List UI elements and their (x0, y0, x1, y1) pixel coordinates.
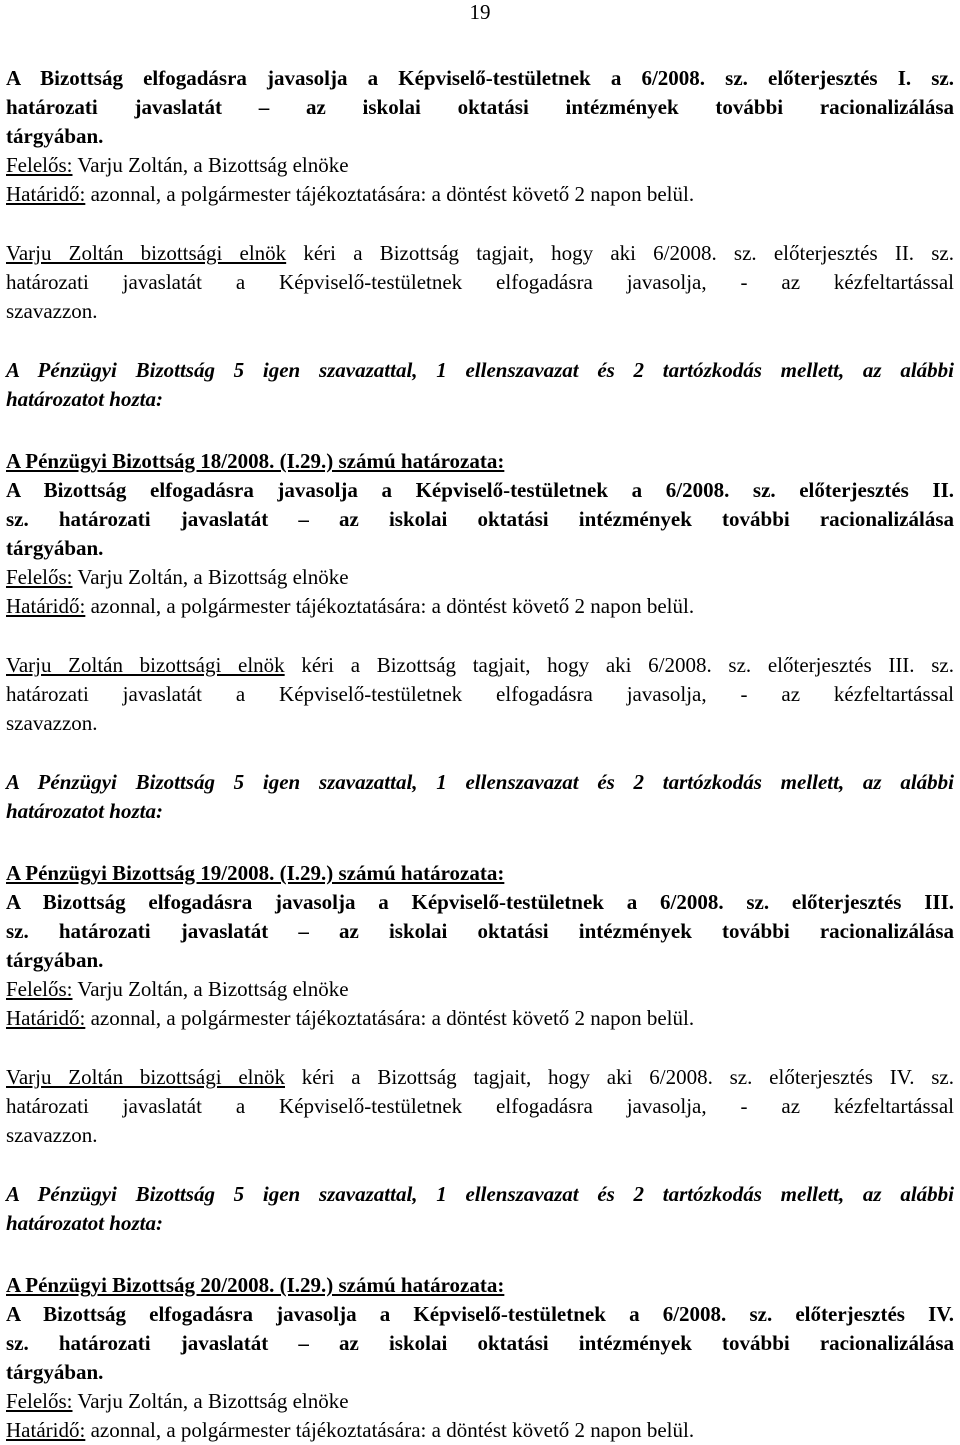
request-line (6, 1063, 954, 1092)
recommendation-line: határozati javaslatát – az iskolai oktatási intézmények további racionalizálása (6, 95, 954, 119)
responsible-line (6, 151, 954, 180)
request-text: kéri a Bizottság tagjait, hogy aki 6/2008. sz. előterjesztés IV. sz. (285, 1065, 954, 1089)
request-line: szavazzon. (6, 1123, 98, 1147)
resolution-title (6, 1271, 954, 1300)
responsible-value: Varju Zoltán, a Bizottság elnöke (72, 1389, 349, 1413)
request-text: kéri a Bizottság tagjait, hogy aki 6/2008. sz. előterjesztés III. sz. (284, 653, 954, 677)
request-line (6, 651, 954, 680)
recommendation-line: sz. határozati javaslatát – az iskolai oktatási intézmények további racionalizálása (6, 507, 954, 531)
responsible-label: Felelős: (6, 565, 73, 589)
resolution-title-text: A Pénzügyi Bizottság 19/2008. (I.29.) számú határozata: (6, 861, 505, 885)
vote-line: határozatot hozta: (6, 1211, 163, 1235)
speaker-name: Varju Zoltán bizottsági elnök (6, 653, 285, 677)
request-line (6, 239, 954, 268)
deadline-label: Határidő: (6, 1418, 86, 1442)
vote-request (6, 1063, 954, 1150)
vote-line: A Pénzügyi Bizottság 5 igen szavazattal, 1 ellenszavazat és 2 tartózkodás mellett, az alábbi (6, 770, 954, 794)
recommendation-line: A Bizottság elfogadásra javasolja a Képviselő-testületnek a 6/2008. sz. előterjesztés III. (6, 890, 954, 914)
vote-line: határozatot hozta: (6, 387, 163, 411)
resolution-title-text: A Pénzügyi Bizottság 20/2008. (I.29.) számú határozata: (6, 1273, 505, 1297)
document-page (6, 0, 954, 1445)
recommendation-line: tárgyában. (6, 1360, 104, 1384)
request-text: kéri a Bizottság tagjait, hogy aki 6/2008. sz. előterjesztés II. sz. (286, 241, 954, 265)
recommendation-line: tárgyában. (6, 948, 104, 972)
deadline-line (6, 180, 954, 209)
deadline-value: azonnal, a polgármester tájékoztatására: a döntést követő 2 napon belül. (85, 594, 695, 618)
responsible-label: Felelős: (6, 1389, 73, 1413)
responsible-label: Felelős: (6, 153, 73, 177)
request-line: szavazzon. (6, 711, 98, 735)
responsible-value: Varju Zoltán, a Bizottság elnöke (72, 153, 349, 177)
vote-line: A Pénzügyi Bizottság 5 igen szavazattal, 1 ellenszavazat és 2 tartózkodás mellett, az alábbi (6, 358, 954, 382)
speaker-name: Varju Zoltán bizottsági elnök (6, 1065, 285, 1089)
recommendation-line: sz. határozati javaslatát – az iskolai oktatási intézmények további racionalizálása (6, 1331, 954, 1355)
resolution-text (6, 447, 954, 621)
responsible-line (6, 975, 954, 1004)
request-line: határozati javaslatát a Képviselő-testületnek elfogadásra javasolja, - az kézfeltartással (6, 1094, 954, 1118)
vote-line: A Pénzügyi Bizottság 5 igen szavazattal, 1 ellenszavazat és 2 tartózkodás mellett, az alábbi (6, 1182, 954, 1206)
recommendation-line: A Bizottság elfogadásra javasolja a Képviselő-testületnek a 6/2008. sz. előterjesztés II. (6, 478, 954, 502)
resolution-text (6, 64, 954, 209)
deadline-line (6, 1004, 954, 1033)
deadline-line (6, 1416, 954, 1445)
deadline-value: azonnal, a polgármester tájékoztatására: a döntést követő 2 napon belül. (85, 1006, 695, 1030)
responsible-value: Varju Zoltán, a Bizottság elnöke (72, 977, 349, 1001)
recommendation-line: sz. határozati javaslatát – az iskolai oktatási intézmények további racionalizálása (6, 919, 954, 943)
deadline-label: Határidő: (6, 182, 86, 206)
vote-result (6, 768, 954, 826)
deadline-label: Határidő: (6, 1006, 86, 1030)
responsible-line (6, 563, 954, 592)
responsible-value: Varju Zoltán, a Bizottság elnöke (72, 565, 349, 589)
vote-result (6, 356, 954, 414)
request-line: határozati javaslatát a Képviselő-testületnek elfogadásra javasolja, - az kézfeltartással (6, 270, 954, 294)
speaker-name: Varju Zoltán bizottsági elnök (6, 241, 287, 265)
responsible-line (6, 1387, 954, 1416)
vote-request (6, 239, 954, 326)
resolution-title-text: A Pénzügyi Bizottság 18/2008. (I.29.) számú határozata: (6, 449, 505, 473)
resolution-title (6, 447, 954, 476)
vote-line: határozatot hozta: (6, 799, 163, 823)
vote-result (6, 1180, 954, 1238)
deadline-line (6, 592, 954, 621)
deadline-value: azonnal, a polgármester tájékoztatására: a döntést követő 2 napon belül. (85, 182, 695, 206)
responsible-label: Felelős: (6, 977, 73, 1001)
recommendation-line: A Bizottság elfogadásra javasolja a Képviselő-testületnek a 6/2008. sz. előterjesztés IV. (6, 1302, 954, 1326)
vote-request (6, 651, 954, 738)
resolution-title (6, 859, 954, 888)
page-number: 19 (469, 0, 491, 24)
recommendation-line: tárgyában. (6, 536, 104, 560)
request-line: határozati javaslatát a Képviselő-testületnek elfogadásra javasolja, - az kézfeltartással (6, 682, 954, 706)
request-line: szavazzon. (6, 299, 98, 323)
resolution-text (6, 1271, 954, 1445)
recommendation-line: A Bizottság elfogadásra javasolja a Képviselő-testületnek a 6/2008. sz. előterjesztés I. sz. (6, 66, 954, 90)
resolution-text (6, 859, 954, 1033)
recommendation-line: tárgyában. (6, 124, 104, 148)
deadline-label: Határidő: (6, 594, 86, 618)
deadline-value: azonnal, a polgármester tájékoztatására: a döntést követő 2 napon belül. (85, 1418, 695, 1442)
